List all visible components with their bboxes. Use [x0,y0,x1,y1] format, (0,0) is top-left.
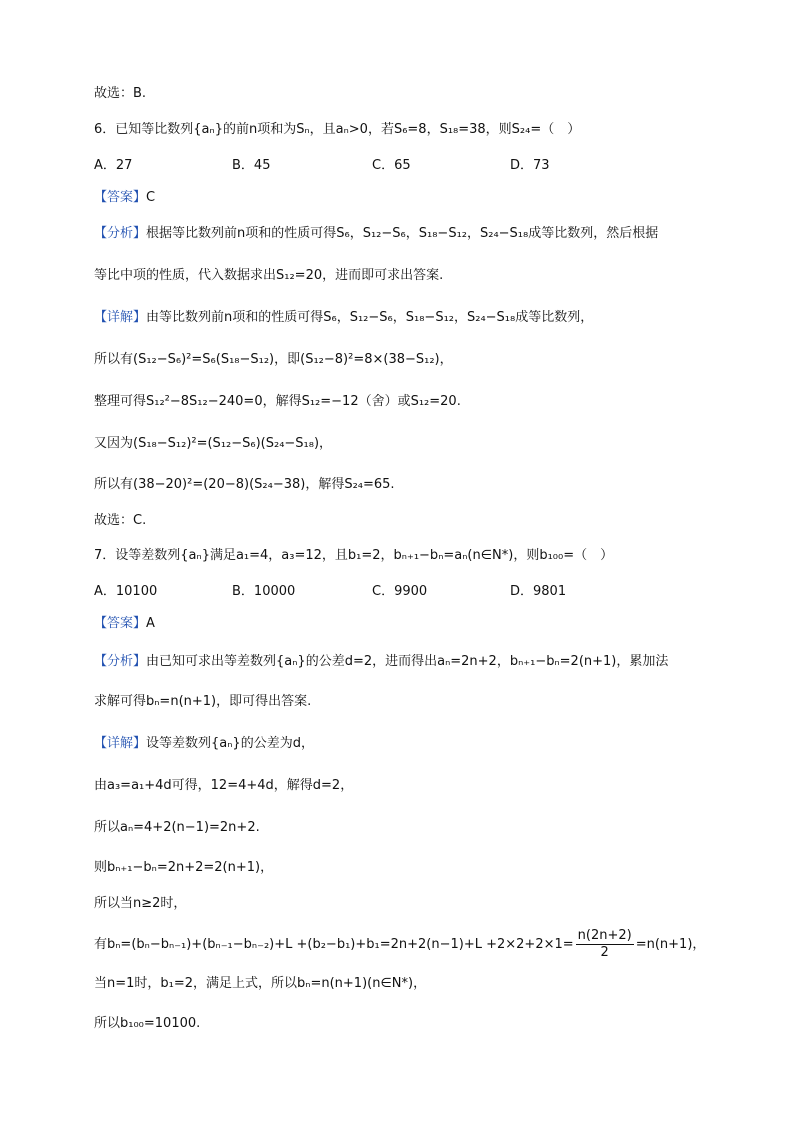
q6-detail-4: 又因为(S₁₈−S₁₂)²=(S₁₂−S₆)(S₂₄−S₁₈)， [94,436,333,451]
q6-option-c: C．65 [372,158,411,173]
q7-detail-8: 所以b₁₀₀=10100. [94,1016,201,1031]
prev-answer-line: 故选：B. [94,86,147,101]
q7-detail-3: 所以aₙ=4+2(n−1)=2n+2. [94,820,260,835]
q6-answer [94,188,155,208]
q7-option-b: B．10000 [232,584,296,599]
detail-text: 设等差数列{aₙ}的公差为d， [146,736,314,751]
question-6: 6．已知等比数列{aₙ}的前n项和为Sₙ，且aₙ>0，若S₆=8，S₁₈=38，则S₂₄=（ ） [94,122,581,137]
question-7: 7．设等差数列{aₙ}满足a₁=4，a₃=12，且b₁=2，bₙ₊₁−bₙ=aₙ(n∈N*)，则b₁₀₀=（ ） [94,548,614,563]
q7-analysis-2: 求解可得bₙ=n(n+1)，即可得出答案. [94,694,312,709]
answer-value: A [146,616,155,631]
q6-analysis-2: 等比中项的性质，代入数据求出S₁₂=20，进而即可求出答案. [94,268,444,283]
answer-tag: 【答案】 [94,616,147,631]
q6-option-b: B．45 [232,158,271,173]
q7-analysis-1 [94,652,668,672]
q6-detail-5: 所以有(38−20)²=(20−8)(S₂₄−38)，解得S₂₄=65. [94,477,395,492]
q7-detail-2: 由a₃=a₁+4d可得，12=4+4d，解得d=2， [94,778,354,793]
q7-detail-4: 则bₙ₊₁−bₙ=2n+2=2(n+1)， [94,860,274,875]
q6-analysis-1 [94,224,658,244]
detail-text: 由等比数列前n项和的性质可得S₆，S₁₂−S₆，S₁₈−S₁₂，S₂₄−S₁₈成等比数列， [146,310,594,325]
analysis-tag: 【分析】 [94,226,147,241]
q6-detail-2: 所以有(S₁₂−S₆)²=S₆(S₁₈−S₁₂)，即(S₁₂−8)²=8×(38−S₁₂)， [94,352,453,367]
q7-option-d: D．9801 [510,584,567,599]
analysis-tag: 【分析】 [94,654,147,669]
q6-end: 故选：C. [94,513,147,528]
q6-detail-3: 整理可得S₁₂²−8S₁₂−240=0，解得S₁₂=−12（舍）或S₁₂=20. [94,394,461,409]
analysis-text: 根据等比数列前n项和的性质可得S₆，S₁₂−S₆，S₁₈−S₁₂，S₂₄−S₁₈成等比数列，然后根据 [146,226,659,241]
detail-tag: 【详解】 [94,736,147,751]
fraction-numerator: n(2n+2) [577,928,632,943]
q6-option-d: D．73 [510,158,550,173]
analysis-text: 由已知可求出等差数列{aₙ}的公差d=2，进而得出aₙ=2n+2，bₙ₊₁−bₙ=2(n+1)，累加法 [146,654,669,669]
sum-result: =n(n+1)， [635,936,706,952]
q7-detail-6 [94,928,705,961]
q6-detail-1 [94,308,593,328]
detail-tag: 【详解】 [94,310,147,325]
q7-detail-7: 当n=1时，b₁=2，满足上式，所以bₙ=n(n+1)(n∈N*)， [94,976,427,991]
fraction [576,928,634,961]
answer-value: C [146,190,156,205]
q7-option-c: C．9900 [372,584,428,599]
q7-detail-1 [94,734,314,754]
q6-option-a: A．27 [94,158,133,173]
fraction-denominator: 2 [600,945,609,960]
sum-expression: 有bₙ=(bₙ−bₙ₋₁)+(bₙ₋₁−bₙ₋₂)+L +(b₂−b₁)+b₁=2n+2(n−1)+L +2×2+2×1= [94,936,574,952]
q7-detail-5: 所以当n≥2时， [94,896,187,911]
answer-tag: 【答案】 [94,190,147,205]
q7-answer [94,614,155,634]
q7-option-a: A．10100 [94,584,158,599]
